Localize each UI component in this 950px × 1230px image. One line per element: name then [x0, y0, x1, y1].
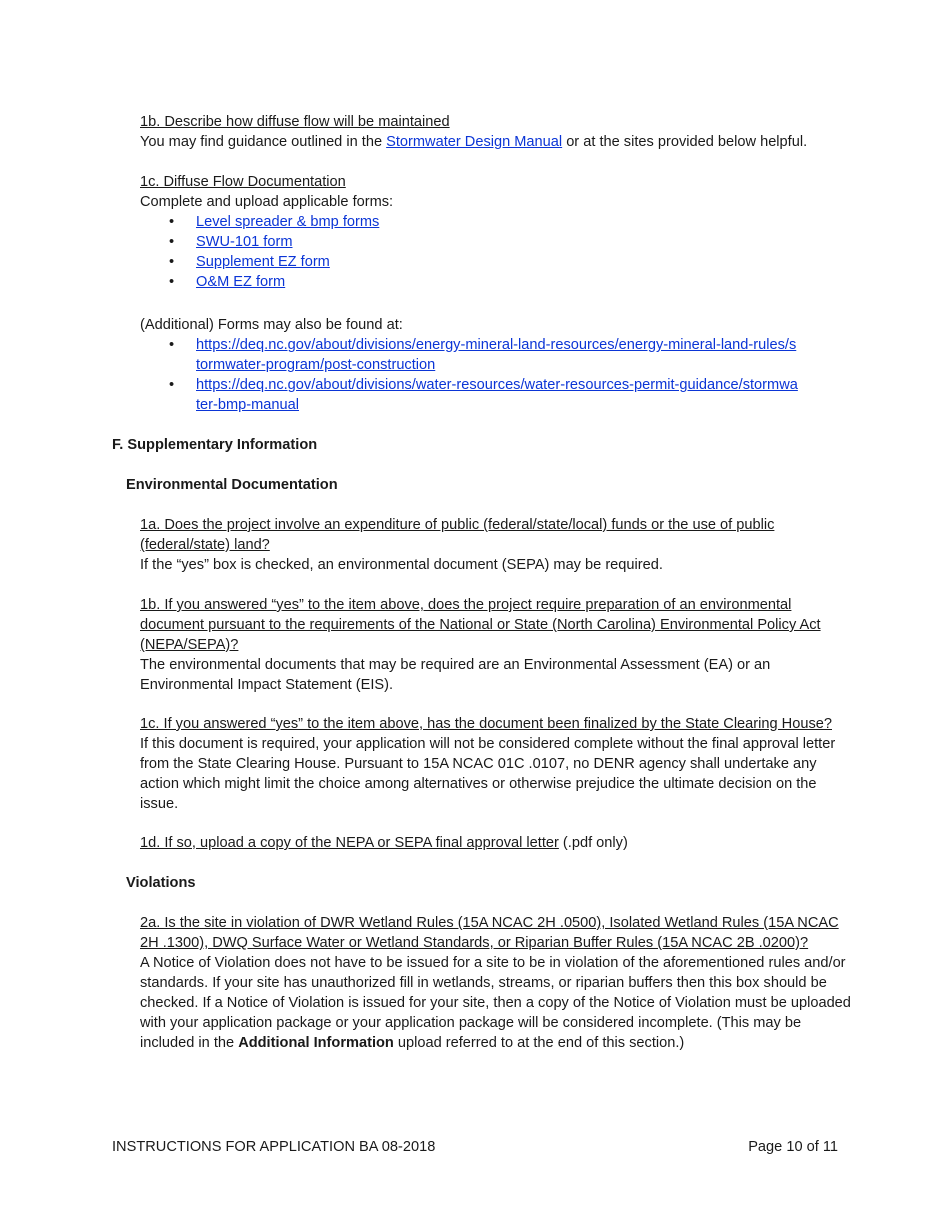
bullet-icon: • — [169, 214, 175, 230]
om-ez-form-link[interactable]: O&M EZ form — [196, 274, 286, 290]
question-1d-text: 1d. If so, upload a copy of the NEPA or SEPA final approval letter — [140, 835, 559, 851]
question-1c-text: 1c. If you answered “yes” to the item above, has the document been finalized by the State Clearing House? — [140, 716, 832, 732]
question-1b — [140, 595, 852, 695]
additional-forms-intro: (Additional) Forms may also be found at: — [140, 317, 403, 333]
list-item — [140, 335, 800, 375]
list-item — [140, 252, 840, 272]
section-1b-heading: 1b. Describe how diffuse flow will be maintained — [140, 114, 450, 130]
question-2a-text: 2a. Is the site in violation of DWR Wetland Rules (15A NCAC 2H .0500), Isolated Wetland Rules (15A NCAC 2H .1300), DWQ Surface Water or Wetland Standards, or Riparian Buffer Rules (15A NCAC 2B .0200)? — [140, 915, 839, 951]
environmental-documentation-heading: Environmental Documentation — [126, 477, 338, 493]
question-2a-answer-start: A Notice of Violation does not have to be issued for a site to be in violation of the aforementioned rules and/or standards. If your site has unauthorized fill in wetlands, streams, or riparian buffers then this box should be checked. If a Notice of Violation is issued for your site, then a copy of the Notice of Violation must be uploaded with your application package or your application package will be considered incomplete. (This may be included in the — [140, 955, 851, 1051]
stormwater-design-manual-link[interactable]: Stormwater Design Manual — [386, 134, 563, 150]
bullet-icon: • — [169, 254, 175, 270]
post-construction-url-link[interactable]: https://deq.nc.gov/about/divisions/energy-mineral-land-resources/energy-mineral-land-rules/stormwater-program/post-construction — [196, 337, 797, 373]
violations-heading: Violations — [126, 875, 196, 891]
level-spreader-forms-link[interactable]: Level spreader & bmp forms — [196, 214, 380, 230]
section-1b-text-after: or at the sites provided below helpful. — [562, 134, 808, 150]
question-1d — [140, 833, 852, 853]
question-1b-answer: The environmental documents that may be required are an Environmental Assessment (EA) or an Environmental Impact Statement (EIS). — [140, 657, 771, 693]
bullet-icon: • — [169, 274, 175, 290]
supplement-ez-form-link[interactable]: Supplement EZ form — [196, 254, 330, 270]
swu-101-form-link[interactable]: SWU-101 form — [196, 234, 293, 250]
footer-document-title: INSTRUCTIONS FOR APPLICATION BA 08-2018 — [112, 1139, 436, 1155]
section-f-title: F. Supplementary Information — [112, 437, 318, 453]
list-item — [140, 232, 840, 252]
list-item — [140, 375, 800, 415]
question-1b-text: 1b. If you answered “yes” to the item above, does the project require preparation of an environmental document pursuant to the requirements of the National or State (North Carolina) Environmental Policy Act (NEPA/SEPA)? — [140, 597, 821, 653]
section-1c-intro: Complete and upload applicable forms: — [140, 194, 394, 210]
additional-forms-list — [140, 335, 800, 415]
section-1c — [140, 172, 852, 212]
bullet-icon: • — [169, 377, 175, 393]
question-2a — [140, 913, 852, 1053]
stormwater-bmp-manual-url-link[interactable]: https://deq.nc.gov/about/divisions/water-resources/water-resources-permit-guidance/stormwater-bmp-manual — [196, 377, 798, 413]
list-item — [140, 272, 840, 292]
forms-list — [140, 212, 840, 292]
bullet-icon: • — [169, 337, 175, 353]
question-1c-answer: If this document is required, your application will not be considered complete without the final approval letter from the State Clearing House. Pursuant to 15A NCAC 01C .0107, no DENR agency shall undertake any action which might limit the choice among alternatives or otherwise prejudice the ultimate decision on the issue. — [140, 736, 836, 812]
footer-page-number: Page 10 of 11 — [748, 1139, 838, 1155]
question-1a-answer: If the “yes” box is checked, an environmental document (SEPA) may be required. — [140, 557, 663, 573]
additional-information-term: Additional Information — [238, 1035, 394, 1051]
question-1c — [140, 714, 852, 814]
section-1c-heading: 1c. Diffuse Flow Documentation — [140, 174, 346, 190]
question-1a — [140, 515, 852, 575]
question-2a-answer-end: upload referred to at the end of this section.) — [393, 1035, 685, 1051]
bullet-icon: • — [169, 234, 175, 250]
section-1b — [140, 112, 852, 152]
list-item — [140, 212, 840, 232]
section-1b-text-before: You may find guidance outlined in the — [140, 134, 387, 150]
question-1d-suffix: (.pdf only) — [558, 835, 628, 851]
question-1a-text: 1a. Does the project involve an expenditure of public (federal/state/local) funds or the use of public (federal/state) land? — [140, 517, 775, 553]
